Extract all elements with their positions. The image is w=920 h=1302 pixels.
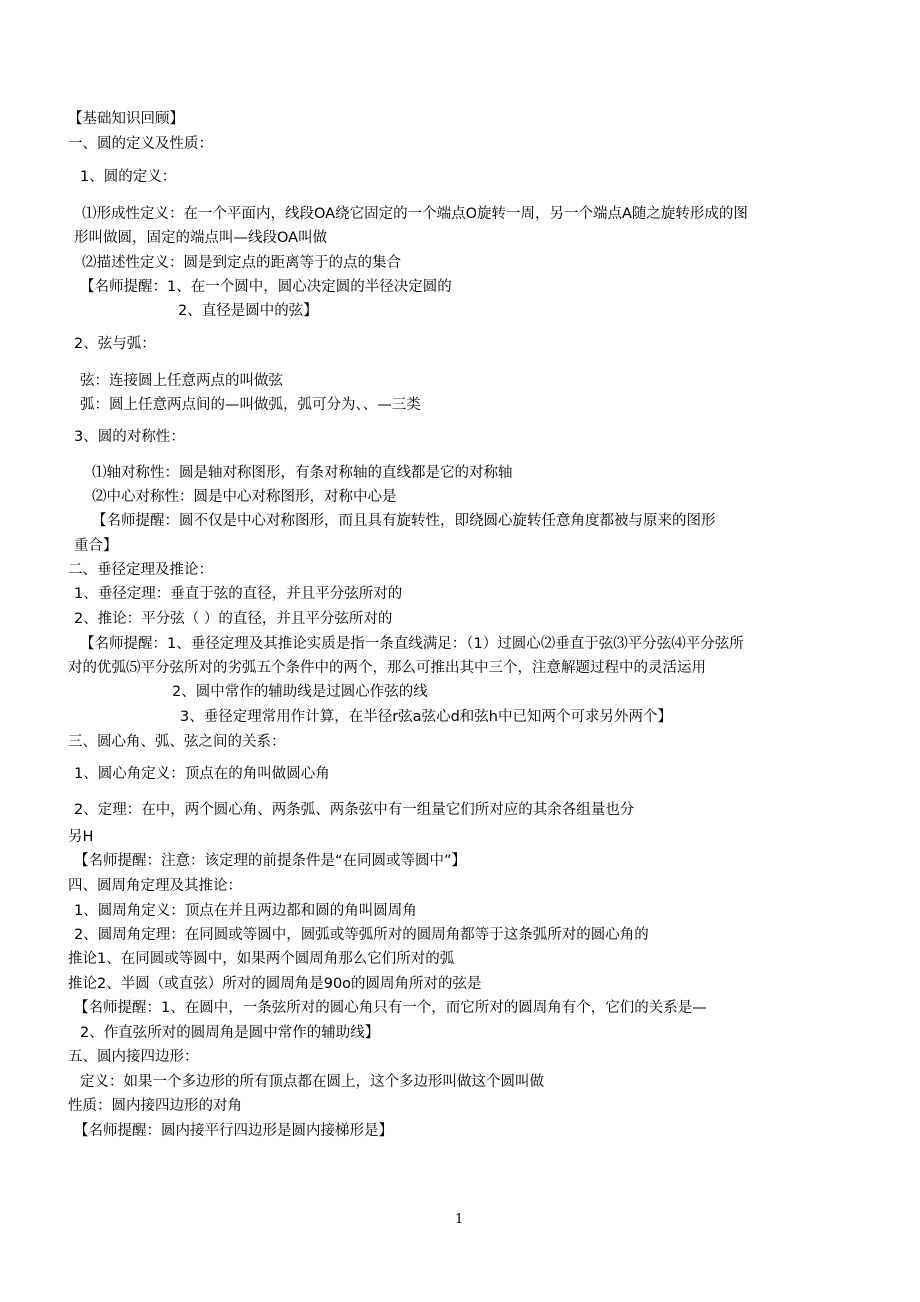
section-3-title: 三、圆心角、弧、弦之间的关系：	[68, 734, 286, 750]
text-line: 推论2、半圆（或直弦）所对的圆周角是90o的圆周角所对的弦是	[68, 976, 482, 992]
tip-line: 【名师提醒：1、垂径定理及其推论实质是指一条直线满足：（1）过圆心⑵垂直于弦⑶平分弦⑷平分弦所	[80, 636, 744, 652]
text-line: 2、推论：平分弦（ ）的直径，并且平分弦所对的	[74, 611, 393, 627]
text-line: 1、圆心角定义：顶点在的角叫做圆心角	[74, 766, 330, 782]
tip-line: 2、圆中常作的辅助线是过圆心作弦的线	[172, 684, 428, 700]
tip-line: 3、垂径定理常用作计算，在半径r弦a弦心d和弦h中已知两个可求另外两个】	[180, 709, 672, 725]
subsection-chord-arc: 2、弦与弧：	[74, 336, 156, 352]
subsection-circle-definition: 1、圆的定义：	[80, 169, 177, 185]
tip-line: 2、直径是圆中的弦】	[178, 303, 318, 319]
section-1-title: 一、圆的定义及性质：	[68, 136, 213, 152]
text-line: 性质：圆内接四边形的对角	[68, 1098, 242, 1114]
text-line: 另H	[68, 829, 94, 845]
section-5-title: 五、圆内接四边形：	[68, 1049, 199, 1065]
text-line: 1、圆周角定义：顶点在并且两边都和圆的角叫圆周角	[74, 903, 417, 919]
text-line: 推论1、在同圆或等圆中，如果两个圆周角那么它们所对的弧	[68, 951, 455, 967]
tip-line: 对的优弧⑸平分弦所对的劣弧五个条件中的两个，那么可推出其中三个，注意解题过程中的灵活运用	[68, 660, 706, 676]
section-header-review: 【基础知识回顾】	[68, 111, 184, 127]
section-4-title: 四、圆周角定理及其推论：	[68, 878, 242, 894]
subsection-symmetry: 3、圆的对称性：	[74, 429, 185, 445]
tip-line: 【名师提醒：1、在圆中，一条弦所对的圆心角只有一个，而它所对的圆周角有个，它们的关系是—	[74, 1000, 707, 1016]
tip-line: 【名师提醒：圆内接平行四边形是圆内接梯形是】	[74, 1123, 393, 1139]
text-line: 弦：连接圆上任意两点的叫做弦	[80, 373, 283, 389]
text-line: ⑵中心对称性：圆是中心对称图形，对称中心是	[92, 489, 397, 505]
text-line: ⑴形成性定义：在一个平面内，线段OA绕它固定的一个端点O旋转一周，另一个端点A随之旋转形成的图	[82, 206, 748, 222]
text-line: 弧：圆上任意两点间的—叫做弧，弧可分为、、—三类	[80, 397, 421, 413]
tip-line: 2、作直弦所对的圆周角是圆中常作的辅助线】	[80, 1025, 380, 1041]
text-line: ⑴轴对称性：圆是轴对称图形，有条对称轴的直线都是它的对称轴	[92, 465, 513, 481]
text-line: 1、垂径定理：垂直于弦的直径，并且平分弦所对的	[74, 586, 403, 602]
text-line: ⑵描述性定义：圆是到定点的距离等于的点的集合	[82, 255, 401, 271]
section-2-title: 二、垂径定理及推论：	[68, 562, 213, 578]
text-line: 2、定理：在中，两个圆心角、两条弧、两条弦中有一组量它们所对应的其余各组量也分	[74, 802, 635, 818]
tip-line: 重合】	[74, 538, 118, 554]
tip-line: 【名师提醒：圆不仅是中心对称图形，而且具有旋转性，即绕圆心旋转任意角度都被与原来的图形	[92, 513, 716, 529]
tip-line: 【名师提醒：注意：该定理的前提条件是“在同圆或等圆中”】	[74, 853, 467, 869]
page-number: 1	[455, 1212, 464, 1227]
tip-line: 【名师提醒：1、在一个圆中，圆心决定圆的半径决定圆的	[80, 279, 452, 295]
text-line: 形叫做圆，固定的端点叫—线段OA叫做	[74, 230, 328, 246]
text-line: 定义：如果一个多边形的所有顶点都在圆上，这个多边形叫做这个圆叫做	[80, 1074, 544, 1090]
text-line: 2、圆周角定理：在同圆或等圆中，圆弧或等弧所对的圆周角都等于这条弧所对的圆心角的	[74, 927, 649, 943]
